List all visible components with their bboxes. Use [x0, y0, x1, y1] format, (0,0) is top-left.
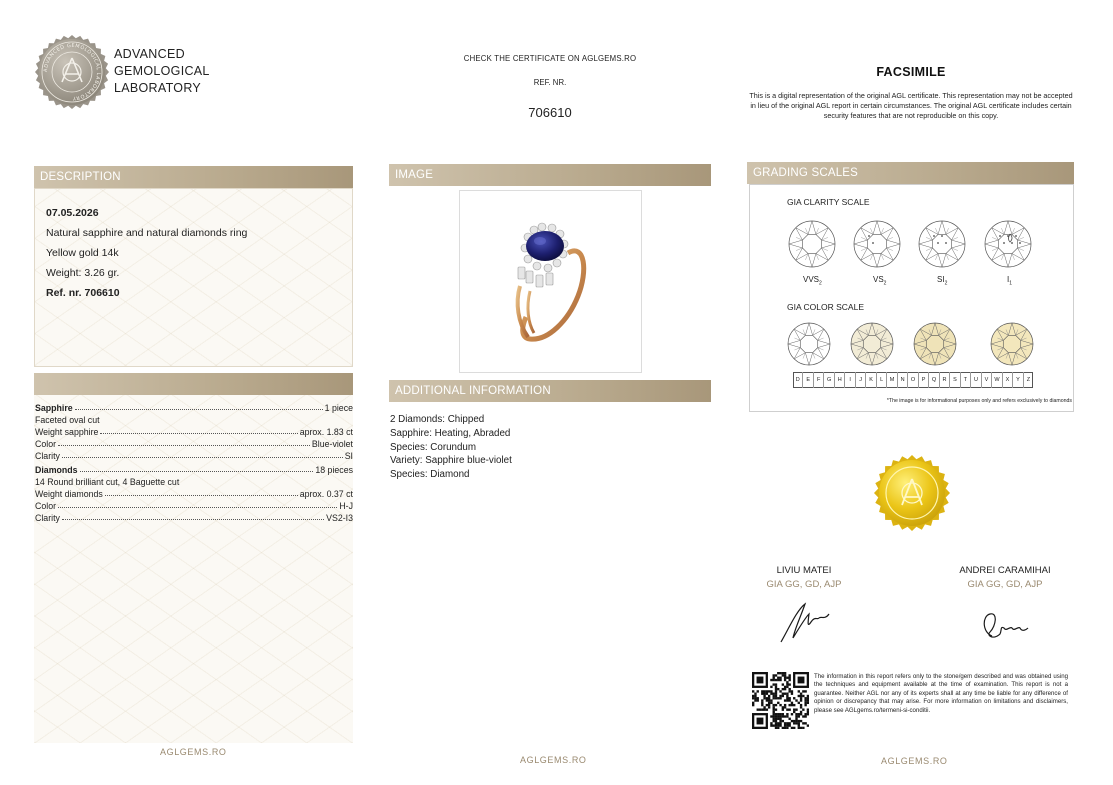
spec-leader [58, 445, 310, 446]
color-grade-letter: K [865, 372, 875, 388]
color-grade-letter: W [991, 372, 1001, 388]
spec-label: 14 Round brilliant cut, 4 Baguette cut [35, 477, 180, 487]
color-grade-letter: Y [1012, 372, 1022, 388]
spec-row [35, 499, 353, 511]
footer-right-link[interactable]: AGLGEMS.RO [881, 756, 948, 766]
color-grade-letter: Z [1023, 372, 1033, 388]
color-grade-letter: X [1002, 372, 1012, 388]
spec-label: Color [35, 501, 57, 511]
clarity-diamond-icon [985, 221, 1031, 267]
ref-number: 706610 [528, 105, 572, 120]
spec-row [35, 487, 353, 499]
spec-label: Weight sapphire [35, 427, 99, 437]
qr-code[interactable] [752, 672, 809, 729]
spec-row [35, 449, 353, 461]
footer-center-link[interactable]: AGLGEMS.RO [520, 755, 587, 765]
spec-value: 1 piece [324, 403, 353, 413]
spec-value: aprox. 1.83 ct [299, 427, 353, 437]
additional-info-line: Variety: Sapphire blue-violet [390, 455, 512, 467]
additional-info-line: Sapphire: Heating, Abraded [390, 427, 511, 439]
agl-seal-logo [34, 34, 110, 110]
signer-right-name: ANDREI CARAMIHAI [959, 565, 1051, 576]
grading-note: *The image is for informational purposes only and refers exclusively to diamonds [886, 398, 1072, 404]
check-certificate-text: CHECK THE CERTIFICATE ON AGLGEMS.RO [463, 54, 637, 63]
spec-value: VS2-I3 [326, 513, 353, 523]
clarity-label-vvs: VVS [803, 275, 820, 284]
specs-band [34, 373, 353, 395]
spec-value: H-J [339, 501, 353, 511]
description-panel [34, 188, 353, 367]
color-grade-letter: H [834, 372, 844, 388]
color-grade-letter: M [886, 372, 896, 388]
color-diamond-icon [991, 323, 1033, 365]
clarity-label-vs: VS [873, 275, 884, 284]
color-grade-letter: O [907, 372, 917, 388]
spec-leader [100, 433, 297, 434]
spec-label: Faceted oval cut [35, 415, 100, 425]
gold-seal-icon [872, 453, 952, 533]
spec-row [35, 463, 353, 475]
spec-row [35, 511, 353, 523]
spec-value: 18 pieces [315, 465, 353, 475]
signature-right [976, 606, 1032, 646]
ref-label: REF. NR. [533, 78, 567, 87]
spec-value: Blue-violet [311, 439, 353, 449]
clarity-label-si: SI [937, 275, 945, 284]
logo-line-1: ADVANCED [114, 47, 185, 61]
logo-line-3: LABORATORY [114, 81, 202, 95]
color-grade-letter: U [970, 372, 980, 388]
description-weight: Weight: 3.26 gr. [46, 267, 120, 279]
spec-leader [105, 495, 298, 496]
clarity-diamond-icon [854, 221, 900, 267]
signer-left-name: LIVIU MATEI [776, 565, 832, 576]
description-band: DESCRIPTION [34, 166, 353, 188]
spec-row [35, 425, 353, 437]
spec-label: Sapphire [35, 403, 73, 413]
spec-label: Weight diamonds [35, 489, 103, 499]
disclaimer-text: The information in this report refers only to the stone/gem described and was obtained using the techniques and equipment available at the time of examination. This report is not a guarantee. Neither AGL nor any of its experts shall at any time be liable for any difference of opinion or discrepancy that may arise. For more information on limitations and disclaimers, please see AGLgems.ro/termeni-si-conditii. [814, 673, 1068, 714]
color-grade-letter: L [876, 372, 886, 388]
clarity-scale-title: GIA CLARITY SCALE [787, 197, 870, 207]
description-metal: Yellow gold 14k [46, 247, 119, 259]
image-band: IMAGE [389, 164, 711, 186]
clarity-sub: 2 [944, 280, 948, 287]
grading-band: GRADING SCALES [747, 162, 1074, 184]
clarity-sub: 2 [819, 280, 822, 287]
footer-left-link[interactable]: AGLGEMS.RO [160, 747, 227, 757]
description-ref: Ref. nr. 706610 [46, 287, 120, 299]
logo-line-2: GEMOLOGICAL [114, 64, 210, 78]
color-grade-letter: F [813, 372, 823, 388]
description-title: Natural sapphire and natural diamonds ring [46, 227, 248, 239]
additional-info-line: 2 Diamonds: Chipped [390, 414, 485, 425]
color-grade-letter: G [823, 372, 833, 388]
color-grade-letter: Q [928, 372, 938, 388]
additional-info-line: Species: Diamond [390, 469, 470, 481]
signer-left-title: GIA GG, GD, AJP [766, 579, 842, 590]
color-scale-title: GIA COLOR SCALE [787, 302, 864, 312]
spec-value: SI [344, 451, 353, 461]
clarity-diamond-icon [919, 221, 965, 267]
spec-leader [62, 519, 324, 520]
color-diamond-icon [788, 323, 830, 365]
spec-label: Diamonds [35, 465, 78, 475]
spec-row [35, 413, 353, 425]
color-grade-letter: J [855, 372, 865, 388]
facsimile-title: FACSIMILE [876, 65, 946, 79]
color-diamond-icon [851, 323, 893, 365]
color-grade-letter: E [802, 372, 812, 388]
color-grade-letter: S [949, 372, 959, 388]
facsimile-text: This is a digital representation of the original AGL certificate. This representation may not be accepted in lieu of the original AGL report in certain circumstances. The original AGL certificate includes certain security features that are not reproducible on this copy. [749, 91, 1073, 120]
color-grade-letter: I [844, 372, 854, 388]
spec-row [35, 437, 353, 449]
clarity-label-i: I [1007, 275, 1010, 284]
color-grade-letter: V [981, 372, 991, 388]
ring-photo [459, 190, 642, 373]
spec-value: aprox. 0.37 ct [299, 489, 353, 499]
color-grade-letter: D [795, 377, 800, 383]
spec-label: Clarity [35, 451, 60, 461]
spec-leader [62, 457, 343, 458]
spec-label: Color [35, 439, 57, 449]
color-grade-letter: T [960, 372, 970, 388]
spec-label: Clarity [35, 513, 60, 523]
color-grade-letter: P [918, 372, 928, 388]
spec-leader [80, 471, 314, 472]
spec-leader [58, 507, 337, 508]
signer-right-title: GIA GG, GD, AJP [967, 579, 1043, 590]
spec-row [35, 401, 353, 413]
clarity-diamond-icon [789, 221, 835, 267]
color-diamond-icon [914, 323, 956, 365]
clarity-sub: 1 [1009, 280, 1013, 287]
additional-info-band: ADDITIONAL INFORMATION [389, 380, 711, 402]
spec-row [35, 475, 353, 487]
signature-left [775, 598, 835, 646]
color-diamonds [780, 318, 1070, 370]
additional-info-line: Species: Corundum [390, 441, 477, 453]
spec-leader [75, 409, 323, 410]
color-grade-letter: R [939, 372, 949, 388]
color-grade-letter: N [897, 372, 907, 388]
description-date: 07.05.2026 [46, 207, 99, 219]
clarity-sub: 2 [883, 280, 887, 287]
seal-ring-text: ADVANCED GEMOLOGICAL LABORATORY [42, 42, 102, 102]
